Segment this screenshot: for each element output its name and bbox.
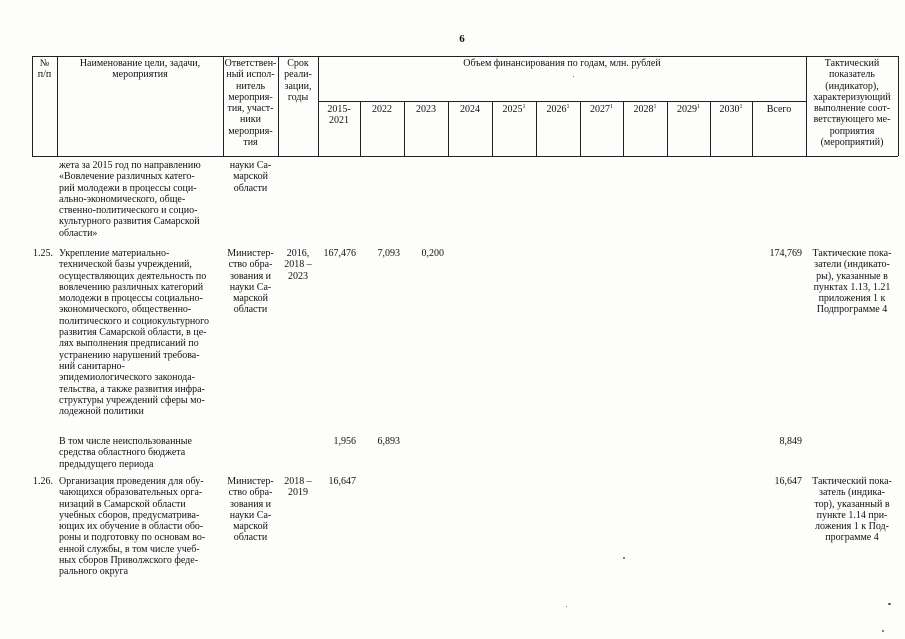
row-name bbox=[59, 160, 201, 239]
header-year-text: 2023 bbox=[416, 104, 436, 115]
header-term-line: реали- bbox=[284, 69, 312, 81]
header-indicator-line: (индикатор), bbox=[825, 80, 879, 92]
header-year-text: 2025 bbox=[502, 104, 523, 115]
row-value: 16,647 bbox=[774, 476, 802, 487]
header-num-line: № bbox=[39, 58, 50, 69]
row-term-line: 2023 bbox=[288, 270, 308, 282]
row-name-line: чающихся образовательных орга- bbox=[59, 487, 203, 499]
header-year-text: 2024 bbox=[460, 104, 480, 115]
header-indicator-line: Тактический bbox=[824, 58, 880, 69]
row-term bbox=[278, 248, 318, 282]
scan-speck bbox=[573, 76, 574, 77]
row-value: 174,769 bbox=[769, 248, 802, 259]
header-year-label bbox=[318, 115, 360, 126]
row-indicator-line: программе 4 bbox=[825, 532, 879, 544]
header-year-10 bbox=[752, 104, 806, 115]
header-year-text: Всего bbox=[766, 104, 792, 115]
footnote-mark: 1 bbox=[653, 104, 657, 110]
row-term-line: 2019 bbox=[288, 487, 308, 499]
scan-speck bbox=[882, 630, 884, 632]
row-responsible bbox=[223, 248, 278, 316]
row-number: 1.25. bbox=[33, 248, 53, 259]
row-name bbox=[59, 436, 192, 470]
header-indicator-line: роприятия bbox=[829, 125, 875, 137]
row-responsible-line: ство обра- bbox=[228, 487, 273, 499]
scan-speck bbox=[566, 606, 567, 607]
header-num bbox=[32, 58, 57, 81]
header-year-text: 2030 bbox=[719, 104, 740, 115]
row-name bbox=[59, 476, 205, 578]
row-indicator-line: ложения 1 к Под- bbox=[815, 521, 889, 533]
scan-speck bbox=[888, 603, 891, 605]
header-year-label bbox=[318, 104, 360, 115]
header-term bbox=[278, 58, 318, 103]
row-responsible bbox=[223, 476, 278, 544]
row-indicator-line: Подпрограмме 4 bbox=[816, 304, 888, 316]
row-indicator-line: пунктах 1.13, 1.21 bbox=[813, 281, 891, 293]
footnote-mark: 1 bbox=[522, 104, 526, 110]
row-name bbox=[59, 248, 209, 417]
row-name-line: жета за 2015 год по направлению bbox=[59, 160, 201, 171]
header-year-label bbox=[752, 104, 806, 115]
row-responsible-line: зования и bbox=[229, 270, 272, 282]
header-term-line: Срок bbox=[287, 58, 309, 69]
header-year-7 bbox=[623, 104, 667, 115]
header-year-label bbox=[667, 104, 710, 115]
header-year-6 bbox=[580, 104, 623, 115]
row-value: 7,093 bbox=[377, 248, 400, 259]
row-responsible-line: области bbox=[233, 304, 268, 316]
row-term-line: 2018 – bbox=[284, 476, 312, 487]
header-year-text: 2027 bbox=[590, 104, 610, 115]
column-divider bbox=[898, 56, 899, 156]
row-value: 0,200 bbox=[421, 248, 444, 259]
row-indicator-line: приложения 1 к bbox=[818, 293, 886, 305]
header-year-3 bbox=[448, 104, 492, 115]
header-year-label bbox=[404, 104, 448, 115]
row-responsible-line: зования и bbox=[229, 498, 272, 510]
row-name-line: ний санитарно- bbox=[59, 360, 125, 372]
header-year-label bbox=[623, 104, 667, 115]
row-name-line: тельства, а также развития инфра- bbox=[59, 383, 205, 395]
row-name-line: ющих их обучение в области обо- bbox=[59, 521, 204, 533]
header-name-line: мероприятия bbox=[112, 69, 168, 81]
header-year-0 bbox=[318, 104, 360, 127]
row-name-line: осуществляющих деятельность по bbox=[59, 270, 207, 282]
header-name-line: Наименование цели, задачи, bbox=[79, 58, 201, 69]
row-value: 167,476 bbox=[323, 248, 356, 259]
row-responsible-line: Министер- bbox=[227, 248, 274, 259]
year-header-border bbox=[318, 101, 806, 102]
row-indicator-line: затели (индикато- bbox=[814, 259, 890, 271]
header-responsible-line: нитель bbox=[235, 80, 266, 92]
row-name-line: роны и подготовку по основам во- bbox=[59, 532, 206, 544]
header-year-1 bbox=[360, 104, 404, 115]
row-indicator-line: пункте 1.14 при- bbox=[816, 509, 888, 521]
row-name-line: учебных сборов, предусматрива- bbox=[59, 509, 200, 521]
row-name-line: ально-экономического, обще- bbox=[59, 193, 186, 205]
row-name-line: «Вовлечение различных катего- bbox=[59, 171, 195, 183]
footnote-mark: 1 bbox=[566, 104, 570, 110]
row-name-line: развития Самарской области, в це- bbox=[59, 327, 207, 339]
row-name-line: политического и социокультурного bbox=[59, 315, 210, 327]
header-year-text: 2022 bbox=[372, 104, 392, 115]
row-name-line: структуры учреждений сферы мо- bbox=[59, 394, 205, 406]
row-name-line: средства областного бюджета bbox=[59, 447, 186, 459]
header-bottom-border bbox=[32, 156, 898, 157]
row-name-line: лях выполнения предписаний по bbox=[59, 338, 199, 350]
row-name-line: Организация проведения для обу- bbox=[59, 476, 204, 487]
row-name-line: вовлечению различных категорий bbox=[59, 281, 204, 293]
header-responsible-line: ный испол- bbox=[226, 69, 275, 81]
header-term-line: годы bbox=[287, 91, 309, 103]
row-name-line: лодежной политики bbox=[59, 406, 144, 418]
header-indicator bbox=[806, 58, 898, 148]
row-name-line: устранению нарушений требова- bbox=[59, 349, 200, 361]
header-num-line: п/п bbox=[37, 69, 52, 81]
header-indicator-line: ветствующего ме- bbox=[813, 114, 891, 126]
header-year-label bbox=[360, 104, 404, 115]
row-term-line: 2018 – bbox=[284, 259, 312, 271]
header-year-label bbox=[448, 104, 492, 115]
header-year-text: 2021 bbox=[329, 115, 349, 127]
header-responsible-line: Ответствен- bbox=[224, 58, 277, 69]
header-year-4 bbox=[492, 104, 536, 115]
row-name-line: енной службы, в том числе учеб- bbox=[59, 543, 200, 555]
row-value: 6,893 bbox=[377, 436, 400, 447]
row-name-line: предыдущего периода bbox=[59, 458, 154, 470]
row-name-line: технической базы учреждений, bbox=[59, 259, 192, 271]
header-year-2 bbox=[404, 104, 448, 115]
header-indicator-line: (мероприятий) bbox=[820, 137, 884, 149]
row-name-line: молодежи в процессы социально- bbox=[59, 293, 203, 305]
row-term bbox=[278, 476, 318, 499]
header-year-text: 2028 bbox=[633, 104, 654, 115]
header-name bbox=[57, 58, 223, 81]
footnote-mark: 1 bbox=[739, 104, 743, 110]
row-name-line: рий молодежи в процессы соци- bbox=[59, 182, 197, 194]
row-name-line: ственно-политического и социо- bbox=[59, 205, 198, 217]
row-name-line: В том числе неиспользованные bbox=[59, 436, 192, 447]
row-name-line: рального округа bbox=[59, 566, 129, 578]
header-indicator-line: выполнение соот- bbox=[813, 103, 891, 115]
footnote-mark: 1 bbox=[697, 104, 700, 110]
row-indicator bbox=[806, 476, 898, 544]
header-year-text: 2015- bbox=[327, 104, 351, 115]
scan-speck bbox=[623, 557, 625, 559]
row-value: 8,849 bbox=[779, 436, 802, 447]
row-name-line: низаций в Самарской области bbox=[59, 498, 186, 510]
row-responsible-line: области bbox=[233, 532, 268, 544]
header-responsible-line: ники bbox=[240, 114, 261, 126]
row-responsible-line: ство обра- bbox=[228, 259, 273, 271]
row-responsible-line: области bbox=[233, 182, 268, 194]
header-responsible-line: тия, участ- bbox=[227, 103, 274, 115]
row-number: 1.26. bbox=[33, 476, 53, 487]
row-name-line: Укрепление материально- bbox=[59, 248, 170, 259]
header-responsible-line: тия bbox=[243, 137, 258, 149]
row-name-line: ных сборов Приволжского феде- bbox=[59, 555, 199, 567]
row-responsible-line: марской bbox=[233, 521, 268, 533]
row-indicator bbox=[806, 248, 898, 316]
row-responsible-line: науки Са- bbox=[229, 281, 272, 293]
row-responsible-line: марской bbox=[233, 293, 268, 305]
header-year-label bbox=[580, 104, 623, 115]
row-value: 1,956 bbox=[333, 436, 356, 447]
row-responsible-line: Министер- bbox=[227, 476, 274, 487]
row-value: 16,647 bbox=[328, 476, 356, 487]
header-responsible-line: мероприя- bbox=[228, 91, 273, 103]
footnote-mark: 1 bbox=[610, 104, 613, 110]
header-funding: Объем финансирования по годам, млн. рублей bbox=[463, 58, 661, 69]
header-year-5 bbox=[536, 104, 580, 115]
header-year-8 bbox=[667, 104, 710, 115]
header-indicator-line: характеризующий bbox=[813, 91, 891, 103]
header-year-text: 2029 bbox=[677, 104, 697, 115]
page-number: 6 bbox=[459, 33, 465, 45]
header-year-label bbox=[710, 104, 752, 115]
row-indicator-line: ры), указанные в bbox=[816, 270, 888, 282]
row-indicator-line: затель (индика- bbox=[819, 487, 885, 499]
header-responsible-line: мероприя- bbox=[228, 125, 273, 137]
row-term-line: 2016, bbox=[286, 248, 310, 259]
row-responsible-line: науки Са- bbox=[229, 160, 272, 171]
row-responsible-line: марской bbox=[233, 171, 268, 183]
header-year-text: 2026 bbox=[546, 104, 567, 115]
header-year-9 bbox=[710, 104, 752, 115]
row-responsible bbox=[223, 160, 278, 194]
row-name-line: области» bbox=[59, 227, 98, 239]
row-indicator-line: Тактические пока- bbox=[812, 248, 892, 259]
row-name-line: экономического, общественно- bbox=[59, 304, 192, 316]
header-year-label bbox=[536, 104, 580, 115]
table-top-border bbox=[32, 56, 898, 57]
row-indicator-line: тор), указанный в bbox=[814, 498, 890, 510]
row-responsible-line: науки Са- bbox=[229, 509, 272, 521]
row-indicator-line: Тактический пока- bbox=[812, 476, 892, 487]
header-year-label bbox=[492, 104, 536, 115]
header-responsible bbox=[223, 58, 278, 148]
row-name-line: культурного развития Самарской bbox=[59, 216, 200, 228]
row-name-line: эпидемиологического законода- bbox=[59, 372, 196, 384]
header-indicator-line: показатель bbox=[829, 69, 875, 81]
header-term-line: зации, bbox=[284, 80, 312, 92]
